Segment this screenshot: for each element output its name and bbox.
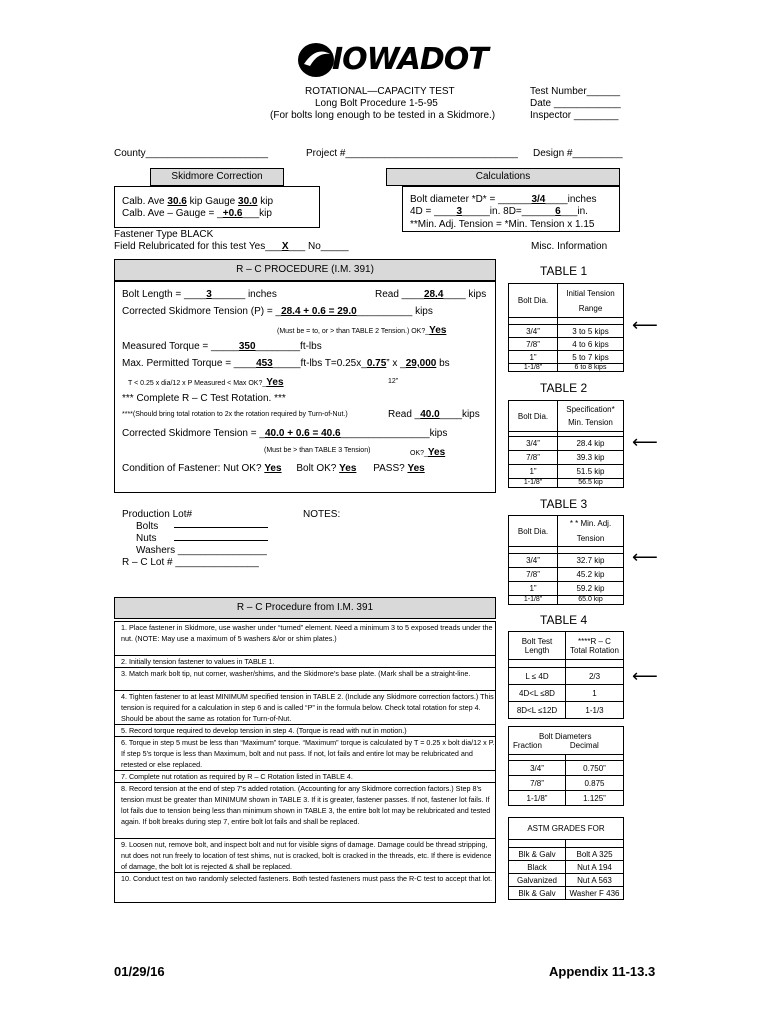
astm-finish: Blk & Galv — [509, 887, 566, 900]
bolt-diameter-value[interactable]: 3/4 — [531, 194, 546, 205]
rc-procedure-title: R – C PROCEDURE (I.M. 391) — [236, 264, 374, 275]
table2 — [508, 400, 624, 488]
table3-dia: 1-1/8” — [509, 596, 558, 605]
procedure-title: R – C Procedure from I.M. 391 — [236, 602, 374, 613]
rc-procedure-header — [114, 259, 496, 281]
table2-col-tension-a: Specification* — [566, 405, 615, 414]
table3-title: TABLE 3 — [540, 497, 588, 511]
table4-length: 4D<L ≤8D — [509, 685, 566, 702]
inspector-field[interactable]: Inspector ________ — [530, 110, 619, 121]
table-row — [509, 479, 624, 488]
table-row — [509, 848, 624, 861]
pass-label: PASS? — [373, 463, 405, 474]
read2-row — [388, 409, 480, 420]
table3-col-bolt-dia: Bolt Dia. — [509, 516, 558, 547]
read2-label: Read _ — [388, 409, 421, 420]
condition-row — [122, 463, 425, 474]
relubricated-row — [114, 241, 349, 252]
complete-rotation: *** Complete R – C Test Rotation. *** — [122, 393, 286, 404]
procedure-step: 3. Match mark bolt tip, nut corner, washer/shims, and the Skidmore’s base plate. (Mark shall be a straight-line. — [115, 668, 495, 691]
4d-unit: _____in. 8D=______ — [462, 206, 556, 217]
table3-dia: 3/4” — [509, 554, 558, 568]
table4-length: 8D<L ≤12D — [509, 702, 566, 719]
diameter-decimal: 0.875 — [566, 776, 624, 791]
bolt-ok-value[interactable]: Yes — [339, 463, 357, 474]
t-value[interactable]: 29,000 — [405, 358, 437, 369]
table-row — [509, 776, 624, 791]
corrected-tension-unit: __________ kips — [356, 306, 433, 317]
table3-tension: 59.2 kip — [558, 582, 624, 596]
table2-title: TABLE 2 — [540, 381, 588, 395]
table4-rotation: 1-1/3 — [566, 702, 624, 719]
table-row — [509, 791, 624, 806]
corrected2-value[interactable]: 40.0 + 0.6 = 40.6 — [264, 428, 341, 439]
procedure-step: 5. Record torque required to develop tension in step 4. (Torque is read with nut in motion.) — [115, 725, 495, 737]
table1-range: 3 to 5 kips — [558, 325, 624, 338]
table-row — [509, 596, 624, 605]
relubricated-no[interactable]: ___ No_____ — [288, 241, 349, 252]
corrected-tension-value[interactable]: 28.4 + 0.6 = 29.0 — [281, 306, 357, 317]
table-row — [509, 761, 624, 776]
procedure-header — [114, 597, 496, 619]
rc-lot-field[interactable]: R – C Lot # _______________ — [122, 557, 259, 568]
bolt-ok-label: Bolt OK? — [296, 463, 337, 474]
table1-col-tension — [558, 284, 624, 318]
pass-value[interactable]: Yes — [407, 463, 425, 474]
table4-col-rotation — [566, 632, 624, 660]
left-arrow-icon: ⟵ — [632, 432, 658, 452]
read-row — [375, 289, 486, 300]
notes-label: NOTES: — [303, 509, 341, 520]
calb-ave-label: Calb. Ave — [122, 196, 165, 207]
read-unit: ____ kips — [443, 289, 487, 300]
table2-tension: 28.4 kip — [558, 437, 624, 451]
8d-unit: ___in. — [560, 206, 588, 217]
astm-grade: Washer F 436 — [566, 887, 624, 900]
table2-col-bolt-dia: Bolt Dia. — [509, 401, 558, 432]
kip-unit: kip — [260, 196, 274, 207]
table1-range: 6 to 8 kips — [558, 364, 624, 372]
calb-diff-row — [122, 208, 272, 219]
logo-swoosh-icon — [296, 40, 336, 80]
procedure-steps — [114, 621, 496, 903]
table2-col-tension — [558, 401, 624, 432]
table1-dia: 1” — [509, 351, 558, 364]
table3-tension: 65.0 kip — [558, 596, 624, 605]
left-arrow-icon: ⟵ — [632, 547, 658, 567]
diameter-fraction: 3/4” — [509, 761, 566, 776]
bolt-diameters-title: Bolt Diameters — [539, 731, 592, 741]
bolt-diameter-unit: ____inches — [545, 194, 597, 205]
must-be-ok[interactable]: Yes — [429, 325, 447, 336]
corrected2-row — [122, 428, 447, 439]
form-title: ROTATIONAL—CAPACITY TEST — [305, 86, 455, 97]
skidmore-box — [114, 186, 320, 228]
bolt-diameters-table — [508, 726, 624, 806]
read2-unit: ____kips — [439, 409, 480, 420]
read-value[interactable]: 28.4 — [423, 289, 444, 300]
left-arrow-icon: ⟵ — [632, 315, 658, 335]
astm-grades-table — [508, 817, 624, 900]
bolt-length-value[interactable]: 3 — [206, 289, 212, 300]
table3-tension: 45.2 kip — [558, 568, 624, 582]
table3-tension: 32.7 kip — [558, 554, 624, 568]
footer-appendix: Appendix 11-13.3 — [549, 964, 656, 979]
bolt-diameter-label: Bolt diameter *D* = ______ — [410, 194, 532, 205]
table4-col-rotation-a: ****R – C — [578, 636, 611, 646]
4d-label: 4D = ____ — [410, 206, 457, 217]
table4 — [508, 631, 624, 719]
diameter-fraction: 7/8” — [509, 776, 566, 791]
table2-tension: 56.5 kip — [558, 479, 624, 488]
table1-range: 4 to 6 kips — [558, 338, 624, 351]
diameter-decimal: 1.125” — [566, 791, 624, 806]
table3-dia: 7/8” — [509, 568, 558, 582]
measured-torque-row — [122, 341, 322, 352]
bolt-diameters-col-fraction: Fraction — [513, 740, 542, 750]
4d-8d-row — [410, 206, 588, 217]
bolt-length-unit: ______ inches — [211, 289, 277, 300]
max-torque-unit: _____ft-lbs T=0.25x_ — [272, 358, 367, 369]
table2-tension: 39.3 kip — [558, 451, 624, 465]
table3-col-tension-a: * * Min. Adj. — [569, 519, 612, 528]
table1-dia: 7/8” — [509, 338, 558, 351]
table1-dia: 1-1/8” — [509, 364, 558, 372]
t-factor-value[interactable]: 0.75 — [366, 358, 387, 369]
table-row — [509, 685, 624, 702]
bolt-diameters-header — [509, 727, 624, 755]
table-row — [509, 351, 624, 364]
small-formula-ok[interactable]: Yes — [266, 377, 284, 388]
small-formula: T < 0.25 x dia/12 x P Measured < Max OK?_ — [128, 380, 267, 387]
table-row — [509, 325, 624, 338]
table-row — [509, 568, 624, 582]
nuts-label: Nuts — [136, 533, 157, 544]
table-row — [509, 668, 624, 685]
design-field[interactable]: Design #_________ — [533, 148, 623, 159]
max-torque-row — [122, 358, 450, 369]
bolt-diameters-col-decimal: Decimal — [569, 740, 599, 750]
table2-dia: 7/8” — [509, 451, 558, 465]
footer-date: 01/29/16 — [114, 964, 165, 979]
table1-col-tension-a: Initial Tension — [566, 288, 615, 298]
calb-diff-value[interactable]: +0.6 — [222, 208, 243, 219]
table-row — [509, 465, 624, 479]
table-row — [509, 874, 624, 887]
procedure-step: 4. Tighten fastener to at least MINIMUM specified tension in TABLE 2. (Include any Skidmore correction factors.) This tension is required for a calculation in step 6 and is called “P” in the formula below. Check total rotation for step 4. Should be about the same as rotation for Turn-of-Nut. — [115, 691, 495, 725]
diameter-fraction: 1-1/8” — [509, 791, 566, 806]
max-torque-value[interactable]: 453 — [256, 358, 273, 369]
table-row — [509, 364, 624, 372]
skidmore-title: Skidmore Correction — [171, 171, 263, 182]
8d-value[interactable]: 6 — [555, 206, 561, 217]
relubricated-yes-mark[interactable]: X — [281, 241, 289, 252]
logo-text: IOWADOT — [332, 42, 488, 77]
read-label: Read ____ — [375, 289, 424, 300]
table-row — [509, 861, 624, 874]
astm-title: ASTM GRADES FOR — [509, 818, 624, 840]
table4-title: TABLE 4 — [540, 613, 588, 627]
read2-value[interactable]: 40.0 — [420, 409, 440, 420]
nuts-field[interactable] — [174, 540, 268, 541]
table-row — [509, 702, 624, 719]
county-field[interactable]: County______________________ — [114, 148, 269, 159]
production-lot: Production Lot# — [122, 509, 193, 520]
table2-dia: 3/4” — [509, 437, 558, 451]
measured-torque-unit: ________ft-lbs — [255, 341, 322, 352]
form-subtitle: Long Bolt Procedure 1-5-95 — [315, 98, 438, 109]
calculations-title: Calculations — [475, 171, 531, 182]
table2-col-tension-b: Min. Tension — [568, 418, 613, 427]
procedure-step: 2. Initially tension fastener to values in TABLE 1. — [115, 656, 495, 668]
bolt-length-row — [122, 289, 277, 300]
washers-field[interactable]: Washers ________________ — [136, 545, 267, 556]
skidmore-header — [150, 168, 284, 186]
table4-col-length — [509, 632, 566, 660]
procedure-step: 8. Record tension at the end of step 7’s added rotation. (Accounting for any Skidmore correction factors.) Step 8’s tension must be greater than MINIMUM shown in TABLE 3. If it is greater, fastener passes. If not, fastener lot fails. If lot fails due to tension being less than minimum shown in TABLE 3, the entire bolt lot may be relubricated and tested again. If bolt breaks during step 7, entire bolt lot fails and shall be replaced. — [115, 783, 495, 839]
date-field[interactable]: Date ____________ — [530, 98, 621, 109]
table-row — [509, 887, 624, 900]
corrected-tension-label: Corrected Skidmore Tension (P) = _ — [122, 306, 282, 317]
table-row — [509, 554, 624, 568]
table4-rotation: 1 — [566, 685, 624, 702]
table3-col-tension-b: Tension — [576, 534, 605, 543]
test-number-field[interactable]: Test Number______ — [530, 86, 621, 97]
diameter-decimal: 0.750” — [566, 761, 624, 776]
procedure-step: 9. Loosen nut, remove bolt, and inspect bolt and nut for visible signs of damage. Damage could be thread stripping, nut does not run freely to location of test shims, nut is cracked, bolt is cracked in the threads, etc. If there is evidence of damage, the bolt lot is rejected & shall be replaced. — [115, 839, 495, 873]
bolt-diameter-row — [410, 194, 597, 205]
t-unit: bs — [436, 358, 450, 369]
table2-dia: 1-1/8” — [509, 479, 558, 488]
measured-torque-value[interactable]: 350 — [238, 341, 256, 352]
must-be-label: (Must be = to, or > than TABLE 2 Tension.) OK?_ — [277, 328, 430, 335]
table1-col-tension-b: Range — [578, 303, 603, 313]
fastener-type: Fastener Type BLACK — [114, 229, 214, 240]
corrected2-label: Corrected Skidmore Tension = _ — [122, 428, 265, 439]
table-row — [509, 338, 624, 351]
relubricated-label: Field Relubricated for this test Yes___ — [114, 241, 282, 252]
table-row — [509, 582, 624, 596]
astm-finish: Black — [509, 861, 566, 874]
project-field[interactable]: Project #_______________________________ — [306, 148, 518, 159]
table4-length: L ≤ 4D — [509, 668, 566, 685]
table3-col-tension — [558, 516, 624, 547]
table3-dia: 1” — [509, 582, 558, 596]
corrected2-unit: ________________kips — [340, 428, 448, 439]
ok2-row — [410, 447, 445, 458]
min-adj-note: **Min. Adj. Tension = *Min. Tension x 1.15 — [410, 219, 595, 230]
astm-grade: Nut A 194 — [566, 861, 624, 874]
bolts-label: Bolts — [136, 521, 159, 532]
misc-info: Misc. Information — [531, 241, 608, 252]
table4-col-length-a: Bolt Test — [521, 636, 553, 646]
calculations-header — [386, 168, 620, 186]
nut-ok-value[interactable]: Yes — [264, 463, 282, 474]
gauge-label: kip Gauge — [189, 196, 236, 207]
table2-tension: 51.5 kip — [558, 465, 624, 479]
small-formula-row — [128, 377, 284, 388]
procedure-step: 10. Conduct test on two randomly selected fasteners. Both tested fasteners must pass the R-C test to accept that lot. — [121, 874, 493, 883]
left-arrow-icon: ⟵ — [632, 666, 658, 686]
table4-col-length-b: Length — [524, 645, 550, 655]
should-bring-note: ****(Should bring total rotation to 2x the rotation required by Turn-of-Nut.) — [122, 411, 348, 418]
form-note: (For bolts long enough to be tested in a Skidmore.) — [270, 110, 496, 121]
calb-diff-unit: ___kip — [242, 208, 272, 219]
table1 — [508, 283, 624, 372]
twelve-label: 12” — [388, 378, 399, 385]
must-be-row — [277, 325, 446, 336]
table-row — [509, 437, 624, 451]
4d-value[interactable]: 3 — [456, 206, 462, 217]
calb-ave-row — [122, 196, 273, 207]
t-mid: ” x _ — [386, 358, 406, 369]
procedure-step: 7. Complete nut rotation as required by R – C Rotation listed in TABLE 4. — [115, 771, 495, 783]
condition-label: Condition of Fastener: Nut OK? — [122, 463, 262, 474]
table3 — [508, 515, 624, 605]
procedure-step: 1. Place fastener in Skidmore, use washer under “turned” element. Need a minimum 3 to 5 exposed treads under the nut. (NOTE: May use a maximum of 5 washers &/or or shim plates.) — [115, 622, 495, 656]
bolt-length-label: Bolt Length = ____ — [122, 289, 207, 300]
table1-title: TABLE 1 — [540, 264, 588, 278]
table4-col-rotation-b: Total Rotation — [570, 645, 619, 655]
table1-dia: 3/4” — [509, 325, 558, 338]
calb-ave-value[interactable]: 30.6 — [167, 196, 187, 207]
gauge-value[interactable]: 30.0 — [238, 196, 258, 207]
max-torque-label: Max. Permitted Torque = ____ — [122, 358, 257, 369]
astm-finish: Blk & Galv — [509, 848, 566, 861]
table1-col-bolt-dia: Bolt Dia. — [509, 284, 558, 318]
must-be2-label: (Must be > than TABLE 3 Tension) — [264, 447, 371, 454]
table1-range: 5 to 7 kips — [558, 351, 624, 364]
table4-rotation: 2/3 — [566, 668, 624, 685]
astm-grade: Nut A 563 — [566, 874, 624, 887]
ok2-value[interactable]: Yes — [427, 447, 446, 458]
bolts-field[interactable] — [174, 527, 268, 528]
calb-diff-label: Calb. Ave – Gauge = _ — [122, 208, 223, 219]
ok2-label: OK?_ — [410, 450, 428, 457]
table2-dia: 1” — [509, 465, 558, 479]
measured-torque-label: Measured Torque = _____ — [122, 341, 239, 352]
astm-grade: Bolt A 325 — [566, 848, 624, 861]
corrected-tension-row — [122, 306, 433, 317]
table-row — [509, 451, 624, 465]
astm-finish: Galvanized — [509, 874, 566, 887]
procedure-step: 6. Torque in step 5 must be less than “Maximum” torque. “Maximum” torque is calculated by T = 0.25 x bolt dia/12 x P. If step 5’s torque is less than Maximum, bolt and nut pass. If not, lot fails and entire lot may be relubricated and retested or else replaced. — [115, 737, 495, 771]
